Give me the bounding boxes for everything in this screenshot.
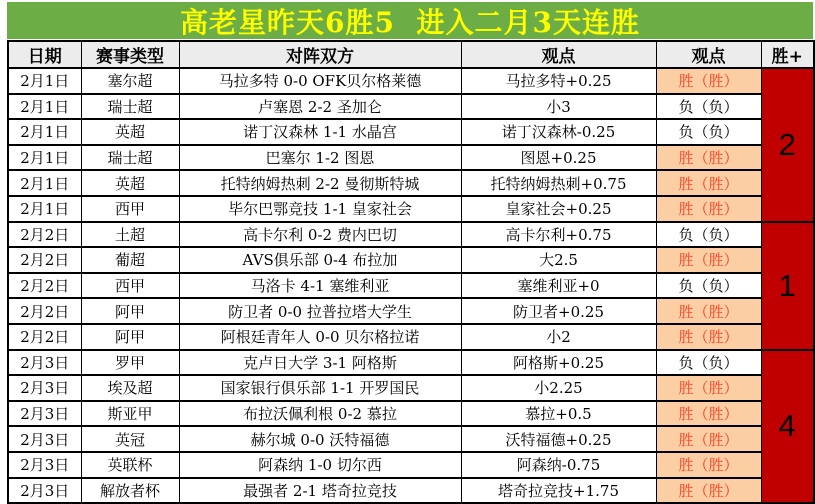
match-cell: 巴塞尔 1-2 图恩	[179, 145, 461, 171]
table-row	[8, 375, 814, 401]
league-cell: 斯亚甲	[81, 401, 179, 427]
table-row	[8, 170, 814, 196]
header-row	[8, 41, 814, 68]
match-cell: 马拉多特 0-0 OFK贝尔格莱德	[179, 68, 461, 94]
date-cell: 2月2日	[8, 247, 81, 273]
match-cell: 布拉沃佩利根 0-2 慕拉	[179, 401, 461, 427]
view-cell: 小2.25	[461, 375, 656, 401]
result-cell: 负（负）	[656, 119, 761, 145]
table-row	[8, 273, 814, 299]
match-cell: 马洛卡 4-1 塞维利亚	[179, 273, 461, 299]
date-cell: 2月1日	[8, 119, 81, 145]
view-cell: 小3	[461, 94, 656, 120]
match-cell: 高卡尔利 0-2 费内巴切	[179, 222, 461, 248]
date-cell: 2月2日	[8, 298, 81, 324]
league-cell: 埃及超	[81, 375, 179, 401]
result-cell: 胜（胜）	[656, 298, 761, 324]
date-cell: 2月1日	[8, 94, 81, 120]
date-cell: 2月3日	[8, 426, 81, 452]
result-cell: 胜（胜）	[656, 145, 761, 171]
result-cell: 负（负）	[656, 94, 761, 120]
table-row	[8, 426, 814, 452]
view-cell: 小2	[461, 324, 656, 350]
view-cell: 慕拉+0.5	[461, 401, 656, 427]
table-row	[8, 247, 814, 273]
date-cell: 2月2日	[8, 324, 81, 350]
result-cell: 胜（胜）	[656, 196, 761, 222]
date-cell: 2月1日	[8, 68, 81, 94]
match-cell: 卢塞恩 2-2 圣加仑	[179, 94, 461, 120]
win-plus-cell: 1	[761, 222, 814, 350]
league-cell: 英联杯	[81, 452, 179, 478]
league-cell: 罗甲	[81, 350, 179, 376]
table-row	[8, 145, 814, 171]
match-cell: AVS俱乐部 0-4 布拉加	[179, 247, 461, 273]
date-cell: 2月2日	[8, 222, 81, 248]
date-cell: 2月3日	[8, 375, 81, 401]
match-cell: 诺丁汉森林 1-1 水晶宫	[179, 119, 461, 145]
result-cell: 胜（胜）	[656, 68, 761, 94]
league-cell: 西甲	[81, 273, 179, 299]
league-cell: 英超	[81, 170, 179, 196]
result-cell: 负（负）	[656, 273, 761, 299]
league-cell: 土超	[81, 222, 179, 248]
league-cell: 阿甲	[81, 298, 179, 324]
match-cell: 阿根廷青年人 0-0 贝尔格拉诺	[179, 324, 461, 350]
table-row	[8, 94, 814, 120]
date-cell: 2月3日	[8, 350, 81, 376]
match-cell: 赫尔城 0-0 沃特福德	[179, 426, 461, 452]
match-cell: 国家银行俱乐部 1-1 开罗国民	[179, 375, 461, 401]
result-cell: 胜（胜）	[656, 452, 761, 478]
table-row	[8, 350, 814, 376]
result-cell: 胜（胜）	[656, 324, 761, 350]
page-title: 高老星昨天6胜5 进入二月3天连胜	[180, 5, 640, 39]
result-cell: 负（负）	[656, 222, 761, 248]
view-cell: 防卫者+0.25	[461, 298, 656, 324]
league-cell: 英冠	[81, 426, 179, 452]
table-row	[8, 298, 814, 324]
date-cell: 2月2日	[8, 273, 81, 299]
header-league: 赛事类型	[81, 41, 179, 68]
header-view: 观点	[461, 41, 656, 68]
view-cell: 图恩+0.25	[461, 145, 656, 171]
result-cell: 胜（胜）	[656, 478, 761, 504]
view-cell: 塞维利亚+0	[461, 273, 656, 299]
date-cell: 2月1日	[8, 170, 81, 196]
league-cell: 阿甲	[81, 324, 179, 350]
match-cell: 毕尔巴鄂竞技 1-1 皇家社会	[179, 196, 461, 222]
league-cell: 西甲	[81, 196, 179, 222]
header-match: 对阵双方	[179, 41, 461, 68]
match-cell: 阿森纳 1-0 切尔西	[179, 452, 461, 478]
header-date: 日期	[8, 41, 81, 68]
league-cell: 英超	[81, 119, 179, 145]
result-cell: 胜（胜）	[656, 401, 761, 427]
view-cell: 阿格斯+0.25	[461, 350, 656, 376]
match-cell: 最强者 2-1 塔奇拉竞技	[179, 478, 461, 504]
results-table	[7, 40, 815, 504]
table-row	[8, 401, 814, 427]
date-cell: 2月3日	[8, 478, 81, 504]
table-row	[8, 222, 814, 248]
view-cell: 皇家社会+0.25	[461, 196, 656, 222]
result-cell: 胜（胜）	[656, 170, 761, 196]
view-cell: 沃特福德+0.25	[461, 426, 656, 452]
league-cell: 葡超	[81, 247, 179, 273]
date-cell: 2月1日	[8, 196, 81, 222]
view-cell: 诺丁汉森林-0.25	[461, 119, 656, 145]
view-cell: 马拉多特+0.25	[461, 68, 656, 94]
date-cell: 2月3日	[8, 401, 81, 427]
banner	[7, 2, 813, 39]
table-row	[8, 196, 814, 222]
header-result: 观点	[656, 41, 761, 68]
view-cell: 大2.5	[461, 247, 656, 273]
view-cell: 阿森纳-0.75	[461, 452, 656, 478]
match-cell: 托特纳姆热刺 2-2 曼彻斯特城	[179, 170, 461, 196]
table-row	[8, 68, 814, 94]
view-cell: 托特纳姆热刺+0.75	[461, 170, 656, 196]
table-row	[8, 478, 814, 504]
result-cell: 胜（胜）	[656, 247, 761, 273]
result-cell: 胜（胜）	[656, 375, 761, 401]
league-cell: 瑞士超	[81, 145, 179, 171]
table-row	[8, 119, 814, 145]
view-cell: 高卡尔利+0.75	[461, 222, 656, 248]
win-plus-cell: 2	[761, 68, 814, 222]
date-cell: 2月1日	[8, 145, 81, 171]
view-cell: 塔奇拉竞技+1.75	[461, 478, 656, 504]
result-cell: 胜（胜）	[656, 426, 761, 452]
header-win-plus: 胜+	[761, 41, 814, 68]
league-cell: 塞尔超	[81, 68, 179, 94]
date-cell: 2月3日	[8, 452, 81, 478]
match-cell: 防卫者 0-0 拉普拉塔大学生	[179, 298, 461, 324]
table-row	[8, 324, 814, 350]
result-cell: 负（负）	[656, 350, 761, 376]
league-cell: 瑞士超	[81, 94, 179, 120]
league-cell: 解放者杯	[81, 478, 179, 504]
win-plus-cell: 4	[761, 350, 814, 504]
match-cell: 克卢日大学 3-1 阿格斯	[179, 350, 461, 376]
table-row	[8, 452, 814, 478]
